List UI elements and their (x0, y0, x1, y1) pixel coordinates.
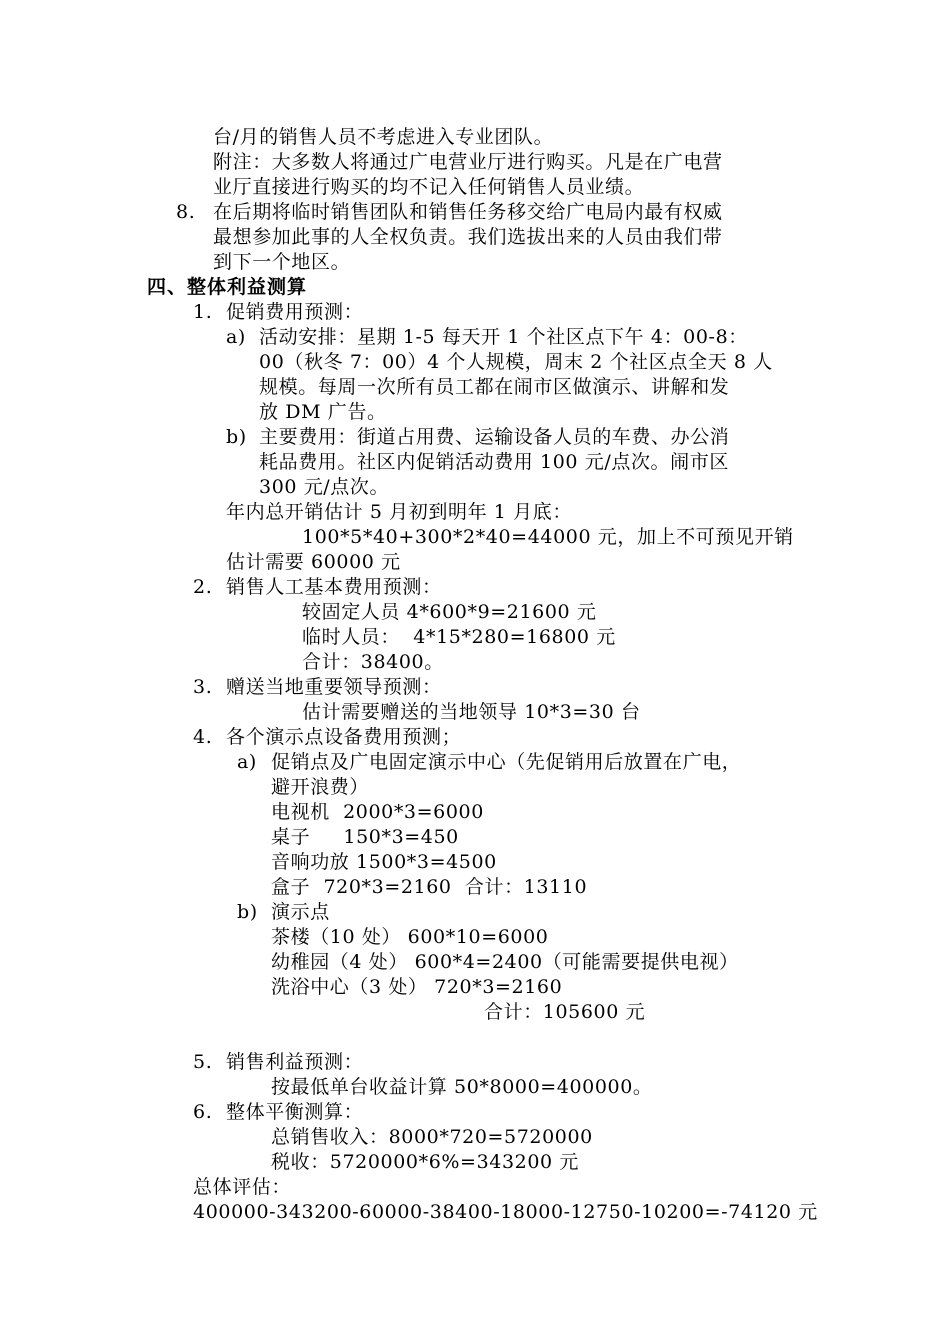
text-line: 规模。每周一次所有员工都在闹市区做演示、讲解和发 (259, 376, 730, 398)
text-line: 主要费用：街道占用费、运输设备人员的车费、办公消 (259, 426, 730, 448)
text-line: 100*5*40+300*2*40=44000 元，加上不可预见开销 (302, 526, 794, 548)
text-line: 音响功放 1500*3=4500 (271, 851, 497, 873)
text-line: 合计：105600 元 (484, 1001, 646, 1023)
text-line: 估计需要 60000 元 (226, 551, 401, 573)
text-line: 较固定人员 4*600*9=21600 元 (302, 601, 597, 623)
text-line: 演示点 (271, 901, 330, 923)
text-line: 在后期将临时销售团队和销售任务移交给广电局内最有权威 (213, 201, 723, 223)
text-line: 年内总开销估计 5 月初到明年 1 月底： (226, 501, 572, 523)
text-line: 到下一个地区。 (213, 251, 351, 273)
text-line: 盒子 720*3=2160 合计：13110 (271, 876, 588, 898)
text-line: 台/月的销售人员不考虑进入专业团队。 (213, 126, 554, 148)
text-line: 00（秋冬 7：00）4 个人规模，周末 2 个社区点全天 8 人 (259, 351, 773, 373)
text-line: 促销费用预测： (226, 301, 364, 323)
text-line: 放 DM 广告。 (259, 401, 387, 423)
text-line: 避开浪费） (271, 776, 370, 798)
text-line: 促销点及广电固定演示中心（先促销用后放置在广电， (271, 751, 742, 773)
text-line: 最想参加此事的人全权负责。我们选拔出来的人员由我们带 (213, 226, 723, 248)
text-line: 估计需要赠送的当地领导 10*3=30 台 (302, 701, 641, 723)
text-line: 销售人工基本费用预测： (226, 576, 442, 598)
list-number: 2. (193, 576, 213, 598)
text-line: 活动安排：星期 1-5 每天开 1 个社区点下午 4：00-8： (259, 326, 748, 348)
text-line: 销售利益预测： (226, 1051, 364, 1073)
text-line: 总销售收入：8000*720=5720000 (271, 1126, 593, 1148)
text-line: 耗品费用。社区内促销活动费用 100 元/点次。闹市区 (259, 451, 729, 473)
text-line: 赠送当地重要领导预测： (226, 676, 442, 698)
text-line: 合计：38400。 (302, 651, 444, 673)
list-number: 8. (176, 201, 196, 223)
text-line: 整体平衡测算： (226, 1101, 364, 1123)
list-number: 1. (193, 301, 213, 323)
text-line: 业厅直接进行购买的均不记入任何销售人员业绩。 (213, 176, 645, 198)
text-line: 400000-343200-60000-38400-18000-12750-10200=-74120 元 (193, 1201, 818, 1223)
text-line: 附注：大多数人将通过广电营业厅进行购买。凡是在广电营 (213, 151, 723, 173)
list-letter: a) (226, 326, 246, 348)
text-line: 税收：5720000*6%=343200 元 (271, 1151, 579, 1173)
list-number: 6. (193, 1101, 213, 1123)
list-number: 5. (193, 1051, 213, 1073)
text-line: 按最低单台收益计算 50*8000=400000。 (271, 1076, 653, 1098)
list-number: 4. (193, 726, 213, 748)
list-letter: a) (237, 751, 257, 773)
list-number: 3. (193, 676, 213, 698)
text-line: 各个演示点设备费用预测； (226, 726, 462, 748)
text-line: 300 元/点次。 (259, 476, 390, 498)
text-line: 洗浴中心（3 处） 720*3=2160 (271, 976, 563, 998)
text-line: 茶楼（10 处） 600*10=6000 (271, 926, 549, 948)
text-line: 电视机 2000*3=6000 (271, 801, 484, 823)
text-line: 桌子 150*3=450 (271, 826, 459, 848)
section-heading: 四、整体利益测算 (147, 276, 308, 298)
text-line: 幼稚园（4 处） 600*4=2400（可能需要提供电视） (271, 951, 739, 973)
text-line: 临时人员： 4*15*280=16800 元 (302, 626, 616, 648)
list-letter: b) (237, 901, 258, 923)
text-line: 总体评估： (193, 1176, 292, 1198)
list-letter: b) (226, 426, 247, 448)
